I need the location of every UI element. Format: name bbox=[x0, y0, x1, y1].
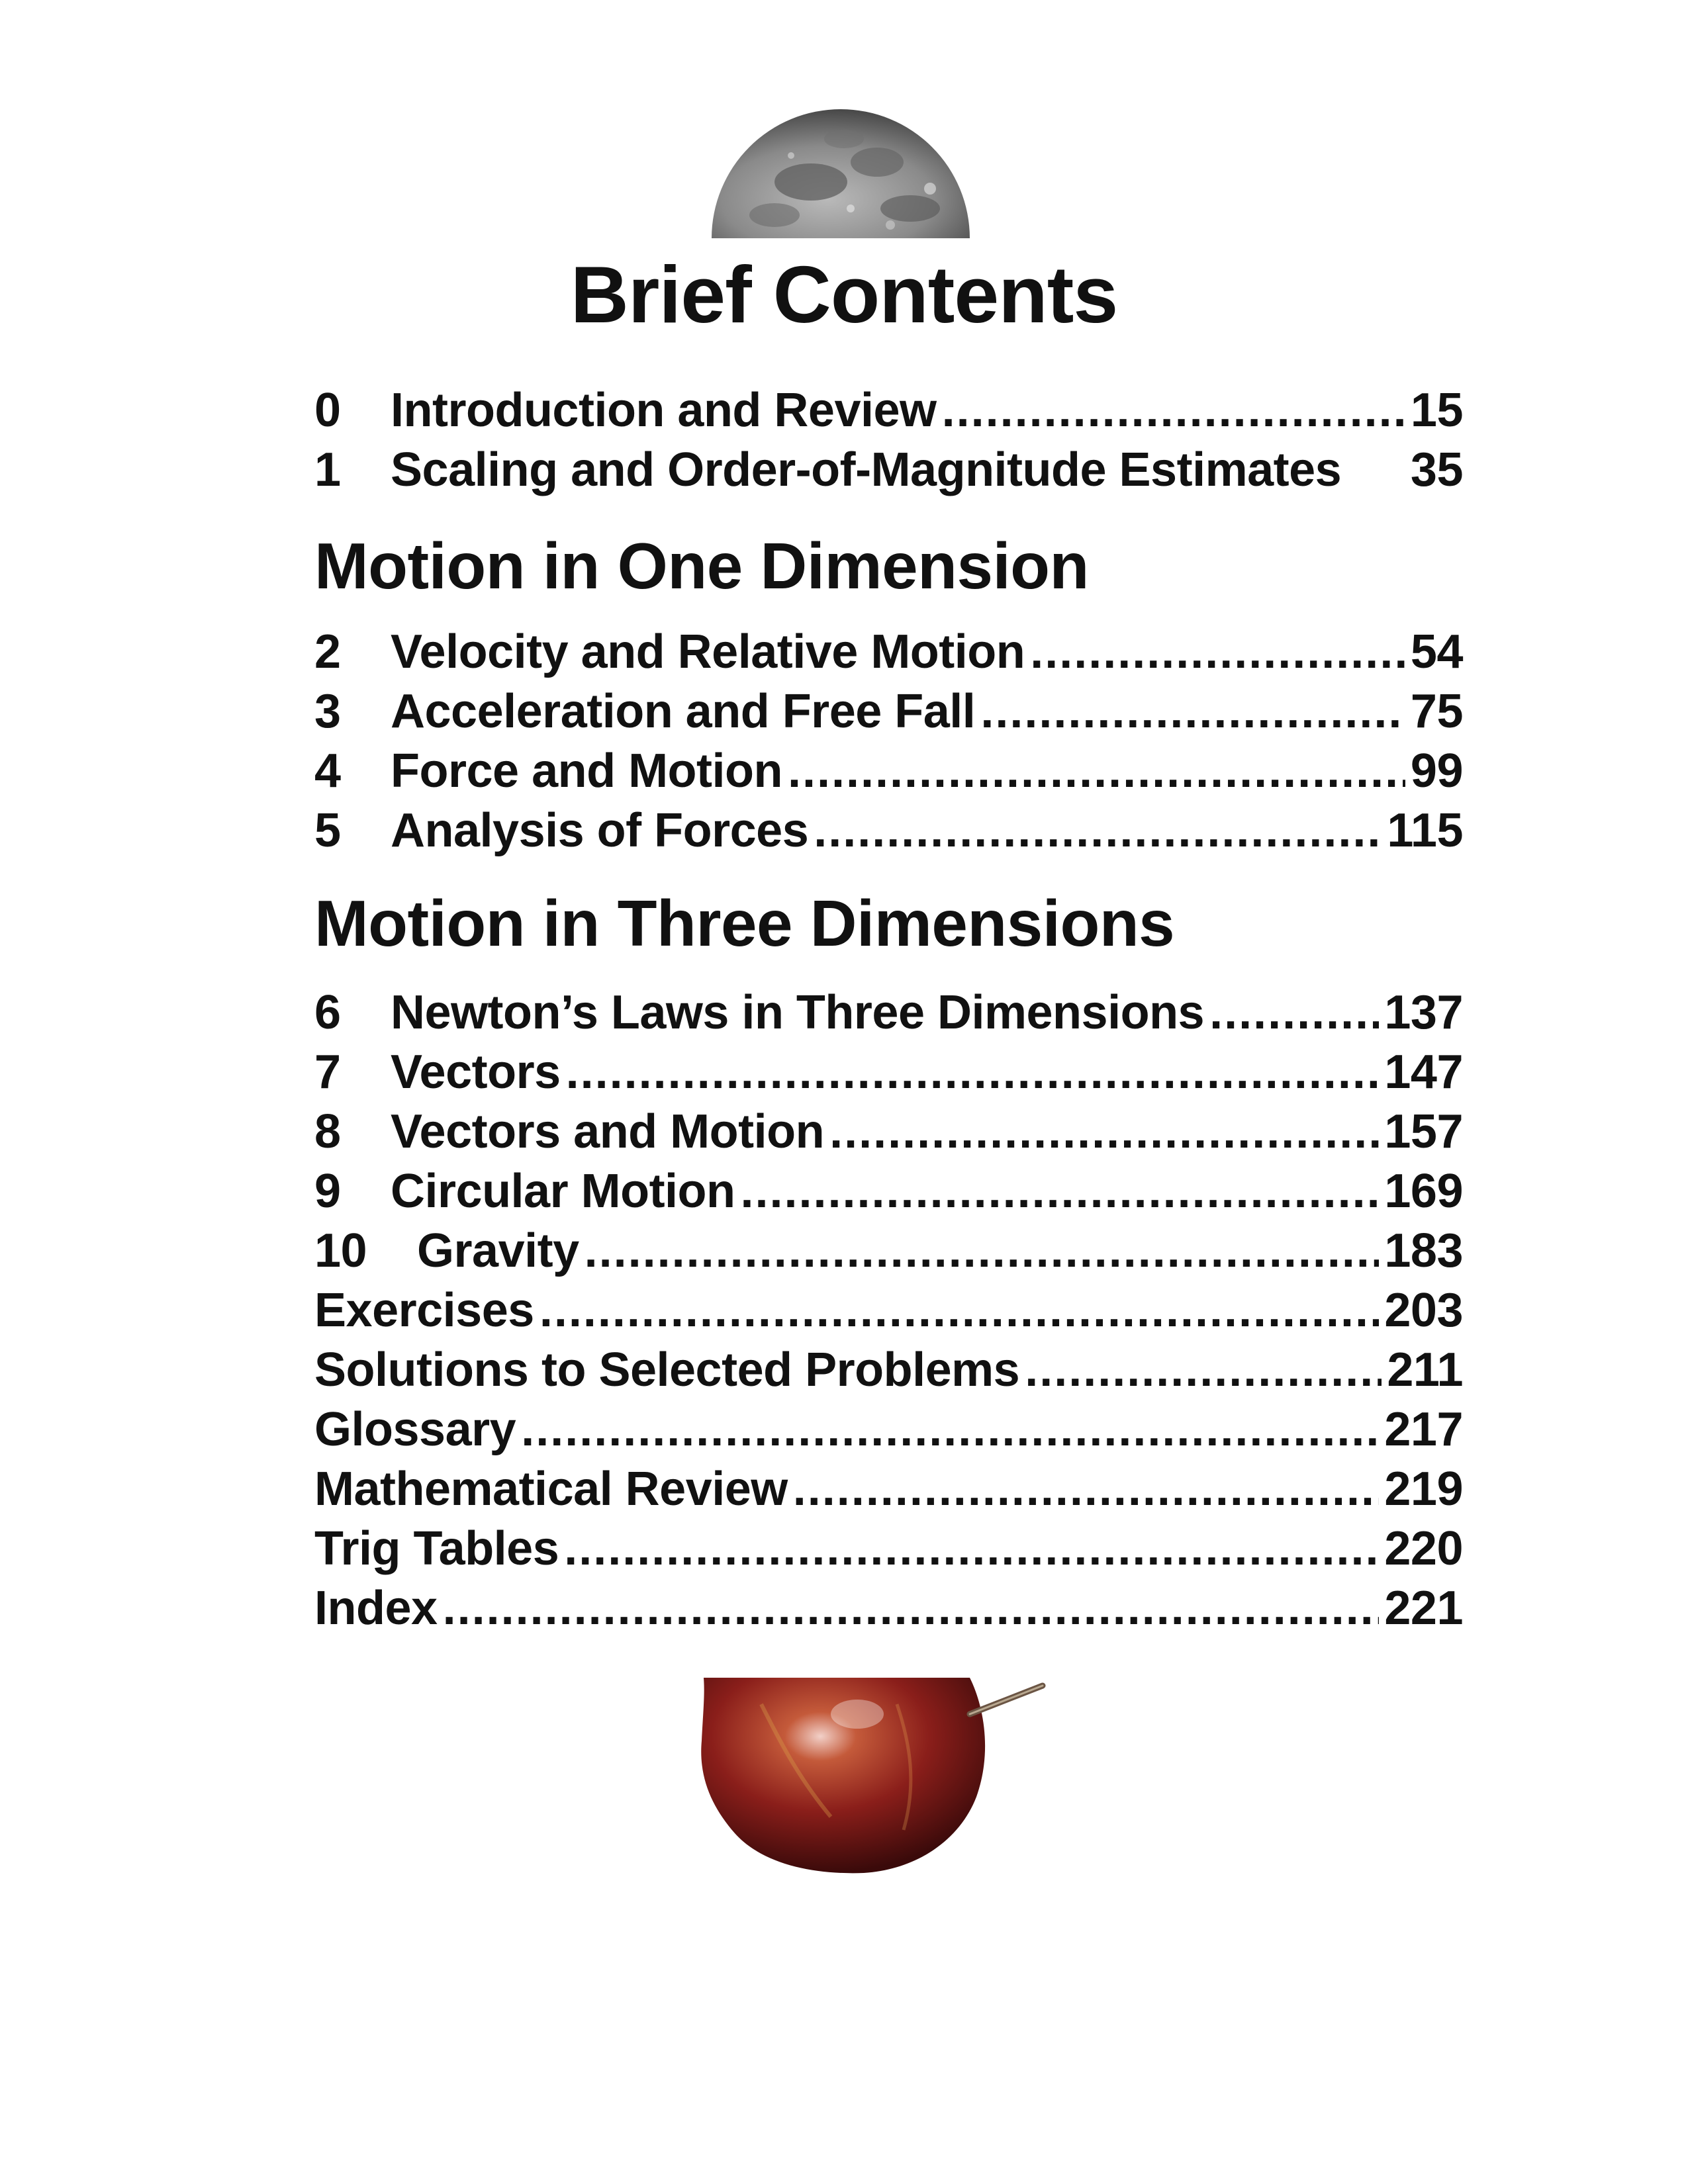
section-heading: Motion in One Dimension bbox=[314, 529, 1089, 602]
leader-dots bbox=[788, 741, 1405, 801]
back-matter-title: Exercises bbox=[314, 1284, 534, 1337]
page-number: 157 bbox=[1384, 1105, 1463, 1158]
page-number: 137 bbox=[1384, 986, 1463, 1039]
chapter-title: Gravity bbox=[417, 1224, 579, 1277]
toc-section-one-dimension bbox=[314, 526, 1463, 606]
toc-entry[interactable] bbox=[314, 801, 1463, 860]
chapter-number: 1 bbox=[314, 443, 341, 496]
chapter-number: 3 bbox=[314, 685, 341, 738]
back-matter-title: Trig Tables bbox=[314, 1522, 559, 1575]
leader-dots bbox=[1025, 1340, 1382, 1400]
chapter-title: Introduction and Review bbox=[391, 384, 937, 437]
chapter-number: 8 bbox=[314, 1105, 341, 1158]
chapter-title: Vectors bbox=[391, 1046, 561, 1099]
chapter-title: Acceleration and Free Fall bbox=[391, 685, 976, 738]
chapter-title: Newton’s Laws in Three Dimensions bbox=[391, 986, 1205, 1039]
page-number: 183 bbox=[1384, 1224, 1463, 1277]
chapter-number: 10 bbox=[314, 1224, 367, 1277]
page-number: 219 bbox=[1384, 1463, 1463, 1516]
chapter-number: 6 bbox=[314, 986, 341, 1039]
toc-entry[interactable] bbox=[314, 1281, 1463, 1340]
toc-section-two-entries bbox=[314, 983, 1463, 1638]
chapter-number: 9 bbox=[314, 1165, 341, 1218]
toc-entry[interactable] bbox=[314, 1102, 1463, 1161]
chapter-number: 4 bbox=[314, 745, 341, 797]
moon-image bbox=[712, 109, 970, 238]
leader-dots bbox=[1209, 983, 1379, 1042]
toc-entry[interactable] bbox=[314, 1221, 1463, 1281]
chapter-number: 7 bbox=[314, 1046, 341, 1099]
toc-entry[interactable] bbox=[314, 1400, 1463, 1459]
leader-dots bbox=[980, 682, 1405, 741]
page-number: 115 bbox=[1387, 804, 1463, 857]
toc-entry[interactable] bbox=[314, 381, 1463, 440]
toc-entry[interactable] bbox=[314, 1161, 1463, 1221]
toc-entry[interactable] bbox=[314, 440, 1463, 500]
page-number: 147 bbox=[1384, 1046, 1463, 1099]
page-number: 35 bbox=[1410, 443, 1463, 496]
chapter-title: Force and Motion bbox=[391, 745, 782, 797]
leader-dots bbox=[814, 801, 1382, 860]
toc-entry[interactable] bbox=[314, 1042, 1463, 1102]
section-heading: Motion in Three Dimensions bbox=[314, 887, 1175, 960]
leader-dots bbox=[521, 1400, 1379, 1459]
page-number: 75 bbox=[1410, 685, 1463, 738]
leader-dots bbox=[1030, 622, 1405, 682]
chapter-number: 2 bbox=[314, 625, 341, 678]
chapter-title: Scaling and Order-of-Magnitude Estimates bbox=[391, 443, 1342, 496]
leader-dots bbox=[585, 1221, 1380, 1281]
page-title: Brief Contents bbox=[570, 250, 1118, 340]
chapter-number: 0 bbox=[314, 384, 341, 437]
toc-entry[interactable] bbox=[314, 622, 1463, 682]
toc-entry[interactable] bbox=[314, 1340, 1463, 1400]
page-number: 54 bbox=[1410, 625, 1463, 678]
toc-entry[interactable] bbox=[314, 983, 1463, 1042]
back-matter-title: Solutions to Selected Problems bbox=[314, 1343, 1020, 1396]
page-number: 217 bbox=[1384, 1403, 1463, 1456]
leader-dots bbox=[741, 1161, 1380, 1221]
leader-dots bbox=[539, 1281, 1380, 1340]
back-matter-title: Index bbox=[314, 1582, 438, 1635]
leader-dots bbox=[829, 1102, 1379, 1161]
toc-section-one-entries bbox=[314, 622, 1463, 860]
toc-entry[interactable] bbox=[314, 1459, 1463, 1519]
chapter-title: Velocity and Relative Motion bbox=[391, 625, 1025, 678]
chapter-number: 5 bbox=[314, 804, 341, 857]
back-matter-title: Glossary bbox=[314, 1403, 516, 1456]
toc-entry[interactable] bbox=[314, 741, 1463, 801]
chapter-title: Analysis of Forces bbox=[391, 804, 809, 857]
chapter-title: Circular Motion bbox=[391, 1165, 735, 1218]
toc-entry[interactable] bbox=[314, 682, 1463, 741]
toc-entry[interactable] bbox=[314, 1519, 1463, 1578]
back-matter-title: Mathematical Review bbox=[314, 1463, 788, 1516]
page-number: 15 bbox=[1410, 384, 1463, 437]
chapter-title: Vectors and Motion bbox=[391, 1105, 825, 1158]
page-number: 99 bbox=[1410, 745, 1463, 797]
toc-section-three-dimensions bbox=[314, 884, 1463, 963]
page-number: 203 bbox=[1384, 1284, 1463, 1337]
leader-dots bbox=[443, 1578, 1380, 1638]
page-number: 220 bbox=[1384, 1522, 1463, 1575]
page-number: 221 bbox=[1384, 1582, 1463, 1635]
page-number: 169 bbox=[1384, 1165, 1463, 1218]
toc-entry[interactable] bbox=[314, 1578, 1463, 1638]
leader-dots bbox=[942, 381, 1405, 440]
page-number: 211 bbox=[1387, 1343, 1463, 1396]
toc-front bbox=[314, 381, 1463, 500]
leader-dots bbox=[564, 1519, 1379, 1578]
apple-image bbox=[698, 1678, 1062, 1876]
leader-dots bbox=[793, 1459, 1380, 1519]
leader-dots bbox=[566, 1042, 1380, 1102]
